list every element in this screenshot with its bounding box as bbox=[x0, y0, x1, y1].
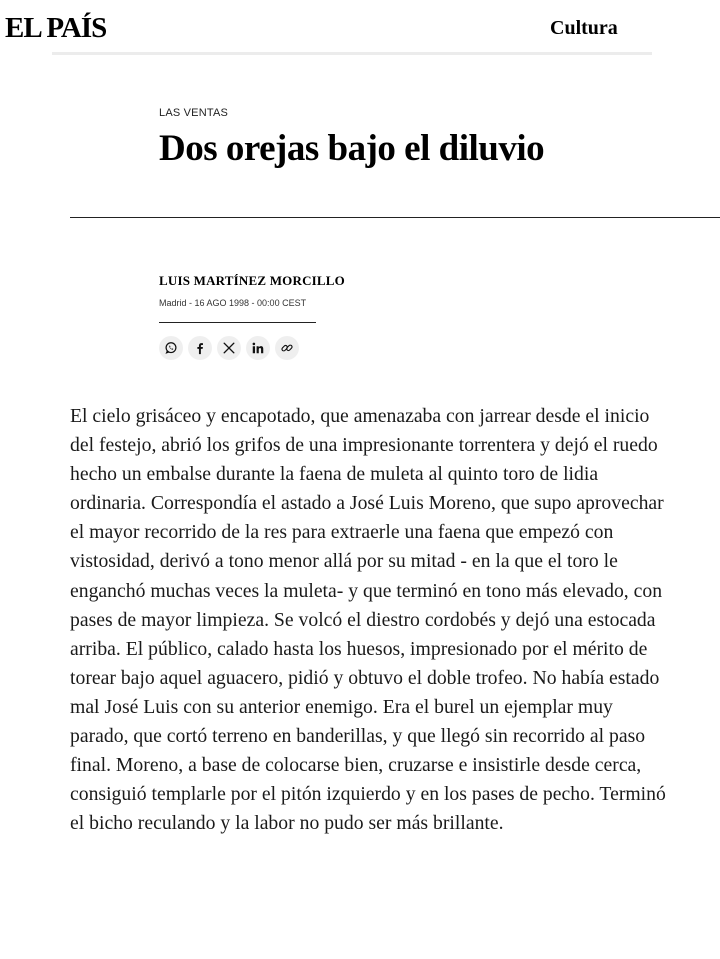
site-header bbox=[0, 0, 720, 55]
share-x-button[interactable] bbox=[217, 336, 241, 360]
site-logo[interactable]: EL PAÍS bbox=[5, 12, 107, 44]
article-headline: Dos orejas bajo el diluvio bbox=[159, 128, 545, 169]
article-kicker[interactable]: LAS VENTAS bbox=[159, 107, 229, 119]
x-icon bbox=[222, 341, 236, 355]
linkedin-icon bbox=[251, 341, 265, 355]
share-linkedin-button[interactable] bbox=[246, 336, 270, 360]
headline-divider bbox=[70, 217, 720, 218]
byline-divider bbox=[159, 322, 316, 323]
share-link-button[interactable] bbox=[275, 336, 299, 360]
author-link[interactable]: LUIS MARTÍNEZ MORCILLO bbox=[159, 273, 345, 288]
share-whatsapp-button[interactable] bbox=[159, 336, 183, 360]
facebook-icon bbox=[193, 341, 207, 355]
share-bar bbox=[159, 336, 299, 360]
article-dateline: Madrid - 16 AGO 1998 - 00:00 CEST bbox=[159, 298, 307, 308]
section-link[interactable]: Cultura bbox=[550, 17, 618, 39]
article-body: El cielo grisáceo y encapotado, que amenazaba con jarrear desde el inicio del festejo, abrió los grifos de una impresionante torrentera y dejó el ruedo hecho un embalse durante la faena de muleta al quinto toro de lidia ordinaria. Correspondía el astado a José Luis Moreno, que supo aprovechar el mayor recorrido de la res para extraerle una faena que empezó con vistosidad, derivó a tono menor allá por su mitad - en la que el toro le enganchó muchas veces la muleta- y que terminó en tono más elevado, con pases de mayor limpieza. Se volcó el diestro cordobés y dejó una estocada arriba. El público, calado hasta los huesos, impresionado por el mérito de torear bajo aquel aguacero, pidió y obtuvo el doble trofeo. No había estado mal José Luis con su anterior enemigo. Era el burel un ejemplar muy parado, que cortó terreno en banderillas, y que llegó sin recorrido al paso final. Moreno, a base de colocarse bien, cruzarse e insistirle desde cerca, consiguió templarle por el pitón izquierdo y en los pases de pecho. Terminó el bicho reculando y la labor no pudo ser más brillante. bbox=[70, 405, 666, 835]
header-divider bbox=[52, 52, 652, 55]
link-icon bbox=[280, 341, 294, 355]
share-facebook-button[interactable] bbox=[188, 336, 212, 360]
whatsapp-icon bbox=[164, 341, 178, 355]
